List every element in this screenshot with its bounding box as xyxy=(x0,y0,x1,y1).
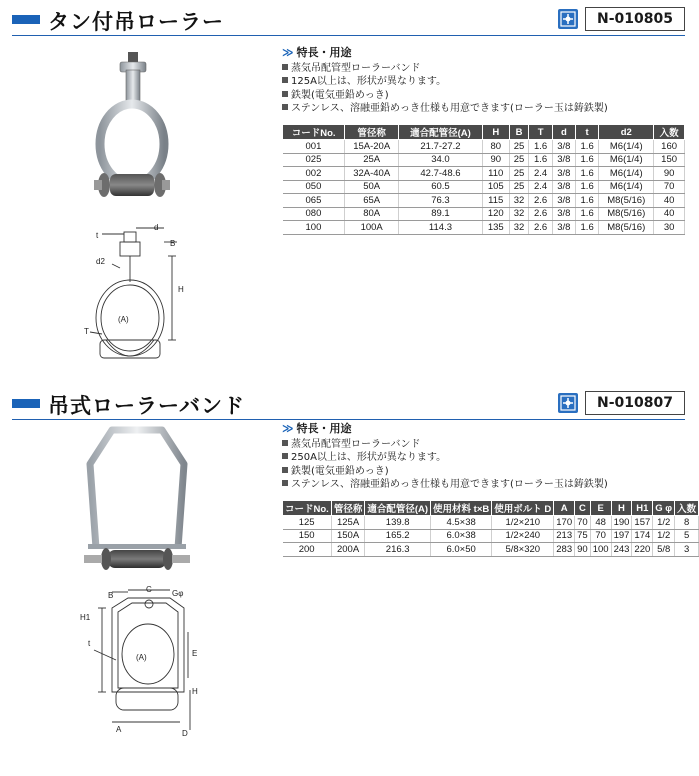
category-badge-icon xyxy=(558,9,578,29)
col-header: H xyxy=(611,501,632,516)
table-cell: 42.7-48.6 xyxy=(399,167,483,181)
table-cell: 25 xyxy=(509,140,529,154)
diagram-label-A-paren: (A) xyxy=(136,653,147,662)
diagram-label-A: A xyxy=(116,725,122,734)
col-header: 入数 xyxy=(654,125,685,140)
feature-item: 鉄製(電気亜鉛めっき) xyxy=(282,465,608,479)
table-cell: 2.6 xyxy=(529,207,552,221)
table-cell: 050 xyxy=(283,180,345,194)
table-cell: 25 xyxy=(509,180,529,194)
table-cell: 165.2 xyxy=(365,529,431,543)
col-header: 入数 xyxy=(675,501,699,516)
title-underline xyxy=(12,35,685,36)
diagram-label-T: T xyxy=(84,327,89,336)
diagram-label-A: (A) xyxy=(118,315,129,324)
table-cell: 114.3 xyxy=(399,221,483,235)
table-cell: 3/8 xyxy=(552,180,575,194)
table-cell: 065 xyxy=(283,194,345,208)
table-cell: M8(5/16) xyxy=(599,221,654,235)
table-cell: 5/8 xyxy=(653,543,675,557)
table-cell: 30 xyxy=(654,221,685,235)
table-cell: 105 xyxy=(482,180,509,194)
table-cell: 8 xyxy=(675,516,699,530)
feature-item: 125A以上は、形状が異なります。 xyxy=(282,75,608,89)
table-cell: 1.6 xyxy=(576,153,599,167)
table-cell: 32 xyxy=(509,221,529,235)
diagram-label-D: D xyxy=(182,729,188,738)
table-cell: 25A xyxy=(345,153,399,167)
table-row xyxy=(283,529,699,543)
table-cell: 5/8×320 xyxy=(492,543,554,557)
table-cell: 283 xyxy=(554,543,575,557)
title-underline xyxy=(12,419,685,420)
col-header: E xyxy=(590,501,611,516)
col-header: d xyxy=(552,125,575,140)
section-title-bar xyxy=(0,6,695,36)
table-cell: 3 xyxy=(675,543,699,557)
table-cell: 6.0×38 xyxy=(431,529,492,543)
table-cell: 100 xyxy=(590,543,611,557)
diagram-label-H1: H1 xyxy=(80,613,91,622)
table-cell: 100 xyxy=(283,221,345,235)
table-cell: 50A xyxy=(345,180,399,194)
table-header-row xyxy=(283,501,699,516)
table-cell: 70 xyxy=(654,180,685,194)
feature-item: ステンレス、溶融亜鉛めっき仕様も用意できます(ローラー玉は鋳鉄製) xyxy=(282,102,608,116)
col-header: 管径称 xyxy=(331,501,365,516)
features-heading: ≫ 特長・用途 xyxy=(282,422,352,435)
product-title: 吊式ローラーバンド xyxy=(48,394,245,418)
table-cell: 115 xyxy=(482,194,509,208)
diagram-label-C: C xyxy=(146,585,152,594)
table-cell: 160 xyxy=(654,140,685,154)
table-cell: 139.8 xyxy=(365,516,431,530)
diagram-label-B: B xyxy=(108,591,114,600)
col-header: H1 xyxy=(632,501,653,516)
features-block xyxy=(282,422,608,492)
table-cell: 197 xyxy=(611,529,632,543)
col-header: B xyxy=(509,125,529,140)
diagram-label-t: t xyxy=(88,639,91,648)
table-row xyxy=(283,180,685,194)
table-cell: 150A xyxy=(331,529,365,543)
dimension-diagram-roller-band xyxy=(72,585,202,740)
table-cell: 110 xyxy=(482,167,509,181)
table-cell: M6(1/4) xyxy=(599,153,654,167)
table-cell: 100A xyxy=(345,221,399,235)
col-header: H xyxy=(482,125,509,140)
product-code: N-010807 xyxy=(585,391,685,415)
title-accent-bar xyxy=(12,15,40,24)
table-cell: 90 xyxy=(482,153,509,167)
product-section-tan-roller xyxy=(0,0,695,380)
product-photo-tan-roller xyxy=(92,48,172,208)
feature-item: 蒸気吊配管型ローラーバンド xyxy=(282,62,608,76)
table-cell: 32 xyxy=(509,194,529,208)
table-cell: 2.4 xyxy=(529,167,552,181)
product-title: タン付吊ローラー xyxy=(48,10,224,34)
col-header: t xyxy=(576,125,599,140)
table-cell: 1.6 xyxy=(576,140,599,154)
diagram-label-d2: d2 xyxy=(96,257,105,266)
table-cell: 1/2×240 xyxy=(492,529,554,543)
feature-item: ステンレス、溶融亜鉛めっき仕様も用意できます(ローラー玉は鋳鉄製) xyxy=(282,478,608,492)
col-header: 管径称 xyxy=(345,125,399,140)
table-cell: 3/8 xyxy=(552,153,575,167)
table-cell: 1.6 xyxy=(576,221,599,235)
table-cell: 2.6 xyxy=(529,221,552,235)
table-row xyxy=(283,207,685,221)
col-header: 適合配管径(A) xyxy=(365,501,431,516)
table-cell: 135 xyxy=(482,221,509,235)
diagram-label-G: Gφ xyxy=(172,589,184,598)
table-cell: 2.4 xyxy=(529,180,552,194)
table-cell: 1.6 xyxy=(576,180,599,194)
table-cell: 3/8 xyxy=(552,167,575,181)
table-cell: 32A-40A xyxy=(345,167,399,181)
table-cell: 4.5×38 xyxy=(431,516,492,530)
col-header: d2 xyxy=(599,125,654,140)
table-row xyxy=(283,153,685,167)
table-cell: 89.1 xyxy=(399,207,483,221)
table-cell: M6(1/4) xyxy=(599,140,654,154)
table-cell: 243 xyxy=(611,543,632,557)
table-cell: 213 xyxy=(554,529,575,543)
table-cell: 125 xyxy=(283,516,332,530)
feature-item: 鉄製(電気亜鉛めっき) xyxy=(282,89,608,103)
section-title-bar xyxy=(0,390,695,420)
table-row xyxy=(283,221,685,235)
table-cell: 25 xyxy=(509,153,529,167)
table-cell: 70 xyxy=(575,516,591,530)
table-row xyxy=(283,194,685,208)
table-body xyxy=(283,516,699,557)
col-header: C xyxy=(575,501,591,516)
table-cell: 1.6 xyxy=(576,194,599,208)
table-cell: 150 xyxy=(283,529,332,543)
table-cell: 080 xyxy=(283,207,345,221)
col-header: 使用ボルト D xyxy=(492,501,554,516)
table-header-row xyxy=(283,125,685,140)
col-header: T xyxy=(529,125,552,140)
table-row xyxy=(283,140,685,154)
table-cell: 25 xyxy=(509,167,529,181)
table-cell: 5 xyxy=(675,529,699,543)
table-cell: 32 xyxy=(509,207,529,221)
table-cell: 1.6 xyxy=(576,207,599,221)
product-code: N-010805 xyxy=(585,7,685,31)
table-cell: M6(1/4) xyxy=(599,180,654,194)
spec-table xyxy=(282,124,685,235)
table-cell: 174 xyxy=(632,529,653,543)
table-cell: 15A-20A xyxy=(345,140,399,154)
table-cell: 65A xyxy=(345,194,399,208)
col-header: コードNo. xyxy=(283,125,345,140)
table-cell: 80 xyxy=(482,140,509,154)
table-cell: 200 xyxy=(283,543,332,557)
col-header: コードNo. xyxy=(283,501,332,516)
table-cell: 60.5 xyxy=(399,180,483,194)
table-cell: 90 xyxy=(654,167,685,181)
table-cell: 40 xyxy=(654,194,685,208)
table-cell: 025 xyxy=(283,153,345,167)
table-cell: 90 xyxy=(575,543,591,557)
table-cell: 1.6 xyxy=(576,167,599,181)
table-cell: 3/8 xyxy=(552,221,575,235)
product-photo-roller-band xyxy=(82,424,192,574)
title-accent-bar xyxy=(12,399,40,408)
table-row xyxy=(283,516,699,530)
table-cell: 6.0×50 xyxy=(431,543,492,557)
diagram-label-H: H xyxy=(178,285,184,294)
table-cell: M8(5/16) xyxy=(599,194,654,208)
features-heading: ≫ 特長・用途 xyxy=(282,46,352,59)
table-cell: 2.6 xyxy=(529,194,552,208)
table-cell: 1/2×210 xyxy=(492,516,554,530)
table-cell: 3/8 xyxy=(552,194,575,208)
feature-item: 250A以上は、形状が異なります。 xyxy=(282,451,608,465)
table-cell: 220 xyxy=(632,543,653,557)
table-cell: 1/2 xyxy=(653,529,675,543)
table-cell: 70 xyxy=(590,529,611,543)
spec-table xyxy=(282,500,699,557)
table-cell: 48 xyxy=(590,516,611,530)
product-section-hanging-roller-band xyxy=(0,384,695,776)
table-body xyxy=(283,140,685,235)
col-header: 使用材料 t×B xyxy=(431,501,492,516)
table-cell: 125A xyxy=(331,516,365,530)
table-cell: 1.6 xyxy=(529,153,552,167)
table-cell: 1/2 xyxy=(653,516,675,530)
table-cell: 75 xyxy=(575,529,591,543)
table-cell: M6(1/4) xyxy=(599,167,654,181)
table-cell: 170 xyxy=(554,516,575,530)
table-cell: 150 xyxy=(654,153,685,167)
table-cell: 001 xyxy=(283,140,345,154)
table-cell: 3/8 xyxy=(552,207,575,221)
table-cell: 002 xyxy=(283,167,345,181)
table-cell: 76.3 xyxy=(399,194,483,208)
diagram-label-E: E xyxy=(192,649,198,658)
table-cell: 3/8 xyxy=(552,140,575,154)
table-cell: M8(5/16) xyxy=(599,207,654,221)
table-cell: 200A xyxy=(331,543,365,557)
category-badge-icon xyxy=(558,393,578,413)
diagram-label-H: H xyxy=(192,687,198,696)
table-cell: 40 xyxy=(654,207,685,221)
table-row xyxy=(283,167,685,181)
diagram-label-t: t xyxy=(96,231,99,240)
diagram-label-B: B xyxy=(170,239,176,248)
table-cell: 157 xyxy=(632,516,653,530)
feature-item: 蒸気吊配管型ローラーバンド xyxy=(282,438,608,452)
table-row xyxy=(283,543,699,557)
table-cell: 21.7-27.2 xyxy=(399,140,483,154)
col-header: G φ xyxy=(653,501,675,516)
table-cell: 1.6 xyxy=(529,140,552,154)
table-cell: 190 xyxy=(611,516,632,530)
dimension-diagram-tan-roller xyxy=(72,222,192,372)
table-cell: 216.3 xyxy=(365,543,431,557)
col-header: 適合配管径(A) xyxy=(399,125,483,140)
features-block xyxy=(282,46,608,116)
col-header: A xyxy=(554,501,575,516)
table-cell: 120 xyxy=(482,207,509,221)
table-cell: 34.0 xyxy=(399,153,483,167)
table-cell: 80A xyxy=(345,207,399,221)
diagram-label-d: d xyxy=(154,223,159,232)
